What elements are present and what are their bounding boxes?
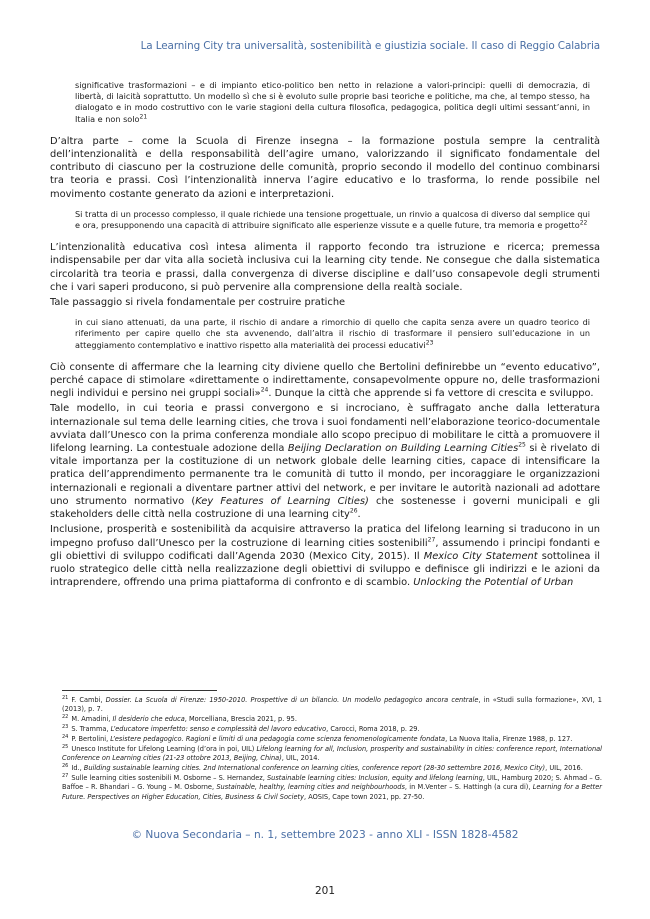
italic-title: L’esistere pedagogico. Ragioni e limiti di una pedagogia come scienza fenomenologicamente fondata — [110, 734, 446, 743]
paragraph — [50, 135, 600, 201]
footnote — [62, 764, 602, 773]
italic-title: L’educatore imperfetto: senso e complessità del lavoro educativo — [110, 725, 327, 734]
text-run: Ciò consente di affermare che la learning city diviene quello che Bertolini definirebbe un “evento educativo”, perché capace di stimolare «direttamente o indirettamente, consapevolmente oppure no, delle trasformazioni negli individui e persino nei gruppi sociali» — [50, 361, 600, 400]
italic-title: Key Features of Learning Cities) — [195, 495, 369, 507]
text-run: D’altra parte – come la Scuola di Firenze insegna – la formazione postula sempre la centralità dell’intenzionalità e della responsabilità dell’agire umano, valorizzando il significato fondamentale del contributo di ciascuno per la costruzione delle comunità, proprio secondo il modello del continuo combinarsi tra teoria e prassi. Così l’intenzionalità innerva l’agire educativo e lo trasforma, lo rende possibile nel movimento costante generato da azioni e interpretazioni. — [50, 135, 600, 200]
text-run: in cui siano attenuati, da una parte, il rischio di andare a rimorchio di quello che capita senza avere un quadro teorico di riferimento per capire quello che sta avvenendo, dall’altra il rischio di trasformare il pensiero sull’educazione in un atteggiamento contemplativo e inattivo rispetto alla materialità dei processi educativi — [75, 317, 590, 350]
italic-title: Unlocking the Potential of Urban — [413, 577, 574, 589]
text-run: si è rivelato di vitale importanza per la costituzione di un network globale delle learning cities, capace di intensificare la pratica dell’apprendimento permanente tra le comunità di tutto il mondo, per incoraggiare le organizzazioni internazionali e regionali a diventare partner attivi del network, e per invitare le autorità nazionali ad adottare uno strumento normativo ( — [50, 443, 600, 507]
footnote-ref: 22 — [579, 219, 588, 227]
running-footer: © Nuova Secondaria – n. 1, settembre 2023 - anno XLI - ISSN 1828-4582 — [131, 829, 519, 841]
page-number: 201 — [314, 885, 336, 897]
italic-title: Learning for a Better Future. Perspectives on Higher Education, Cities, Business & Civil Society — [62, 783, 602, 801]
text-run: S. Tramma, — [71, 725, 111, 734]
text-run: , in «Studi sulla formazione», XVI, 1 (2013), p. 7. — [62, 696, 603, 714]
italic-title: Il desiderio che educa — [112, 715, 185, 724]
footnote-number: 22 — [62, 714, 69, 720]
paragraph — [50, 361, 600, 401]
footnote-ref: 24 — [260, 386, 269, 394]
block-quote — [50, 80, 600, 125]
footnote-ref: 27 — [427, 536, 436, 544]
footnote-number: 21 — [62, 694, 69, 701]
paragraph — [50, 296, 600, 309]
italic-title: Sustainable, healthy, learning cities and neighbourhoods — [216, 783, 405, 792]
footnote-ref: 26 — [349, 507, 358, 515]
footnote — [62, 696, 602, 715]
text-run: , AOSIS, Cape town 2021, pp. 27-50. — [304, 792, 425, 801]
text-run: sottolinea il ruolo strategico delle città nella realizzazione degli obiettivi di sviluppo e definisce gli indirizzi e le azioni da intraprendere, offrendo una prima piattaforma di confronto e di scambio. — [50, 550, 600, 589]
italic-title: Mexico City Statement — [423, 550, 538, 562]
text-run: , Carocci, Roma 2018, p. 29. — [326, 725, 420, 734]
text-run: , assumendo i principi fondanti e gli obiettivi di sviluppo codificati dall’Agenda 2030 (Mexico City, 2015). Il — [50, 537, 600, 562]
block-quote — [50, 209, 600, 231]
footnote — [62, 745, 602, 764]
footnote-ref: 25 — [518, 441, 526, 449]
text-run: L’intenzionalità educativa così intesa alimenta il rapporto fecondo tra istruzione e ricerca; premessa indispensabile per dar vita alla società inclusiva cui la learning city tende. Ne consegue che dalla sistematica circolarità tra teoria e prassi, dalla convergenza di diverse discipline e dall’uso consapevole degli strumenti che i vari saperi producono, si può pervenire alla comprensione della realtà sociale. — [50, 242, 600, 293]
text-run: M. Amadini, — [71, 715, 113, 724]
text-run: che sostenesse i governi municipali e gli stakeholders delle città nella costruzione di una learning city — [50, 495, 600, 521]
text-run: significative trasformazioni – e di impianto etico-politico ben netto in relazione a valori-principi: quelli di democrazia, di libertà, di laicità soprattutto. Un modello sì che si è evoluto sulle proprie basi teoriche e politiche, ma che, al tempo stesso, ha dialogato e in modo costruttivo con le varie stagioni della cultura filosofica, pedagogica, politica degli ultimi sessant’anni, in Italia e non solo — [75, 80, 590, 124]
italic-title: Beijing Declaration on Building Learning Cities — [287, 443, 519, 455]
footnote-number: 23 — [62, 723, 69, 730]
text-run: P. Bertolini, — [71, 734, 111, 743]
footnote-number: 24 — [62, 733, 69, 740]
footnote-number: 25 — [62, 743, 69, 750]
paragraph — [50, 523, 600, 589]
article-body — [50, 80, 600, 591]
italic-title: Lifelong learning for all, Inclusion, prosperity and sustainability in cities: conference report, International Conference on Learning cities (21-23 ottobre 2013, Beijing, China) — [62, 744, 602, 763]
footnote-separator — [62, 690, 217, 691]
text-run: , in M.Venter – S. Hattingh (a cura di), — [404, 783, 533, 792]
text-run: Sulle learning cities sostenibili M. Osborne – S. Hernandez, — [71, 773, 267, 782]
paragraph — [50, 241, 600, 294]
text-run: , UIL, 2016. — [545, 764, 583, 773]
footnote-ref: 21 — [139, 112, 148, 120]
footnote-number: 26 — [62, 762, 69, 769]
footnote — [62, 774, 602, 802]
text-run: , UIL, Hamburg 2020; S. Ahmad – G. Baffoe – R. Bhandari – G. Young – M. Osborne, — [62, 773, 602, 792]
text-run: . — [357, 509, 361, 521]
block-quote — [50, 317, 600, 351]
footnote — [62, 725, 602, 734]
footnote — [62, 735, 602, 744]
text-run: Si tratta di un processo complesso, il quale richiede una tensione progettuale, un rinvio a qualcosa di diverso dal semplice qui e ora, presupponendo una capacità di attribuire significato alle esperienze vissute e a quelle future, tra memoria e progetto — [75, 208, 590, 231]
text-run: Tale passaggio si rivela fondamentale per costruire pratiche — [50, 297, 346, 309]
italic-title: Sustainable learning cities: Inclusion, equity and lifelong learning — [266, 773, 483, 782]
text-run: F. Cambi, — [71, 696, 106, 704]
text-run: Inclusione, prosperità e sostenibilità da acquisire attraverso la pratica del lifelong learning si traducono in un impegno profuso dall’Unesco per la costruzione di learning cities sostenibili — [50, 524, 600, 549]
italic-title: Dossier. La Scuola di Firenze: 1950-2010. Prospettive di un bilancio. Un modello pedagogico ancora centrale — [105, 696, 479, 704]
running-header: La Learning City tra universalità, sostenibilità e giustizia sociale. Il caso di Reggio Calabria — [140, 40, 600, 52]
text-run: , UIL, 2014. — [281, 754, 320, 763]
text-run: Tale modello, in cui teoria e prassi convergono e si incrociano, è suffragato anche dalla letteratura internazionale sul tema delle learning cities, che trova i suoi fondamenti nell’elaborazione teorico-documentale avviata dall’Unesco con la prima conferenza mondiale allo scopo precipuo di mobilitare le città a promuovere il lifelong learning. La contestuale adozione della — [50, 403, 600, 455]
footnote-number: 27 — [62, 772, 69, 779]
text-run: , La Nuova Italia, Firenze 1988, p. 127. — [445, 734, 573, 743]
footnote — [62, 715, 602, 724]
text-run: Unesco Institute for Lifelong Learning (d’ora in poi, UIL) — [71, 744, 257, 753]
text-run: . Dunque la città che apprende si fa vettore di crescita e sviluppo. — [268, 388, 594, 400]
paragraph — [50, 402, 600, 521]
footnote-ref: 23 — [425, 338, 434, 346]
footnotes — [62, 696, 602, 802]
text-run: , Morcelliana, Brescia 2021, p. 95. — [184, 715, 297, 724]
italic-title: Building sustainable learning cities. 2nd International conference on learning cities, conference report (28-30 settembre 2016, Mexico City) — [83, 764, 546, 773]
text-run: Id., — [71, 764, 84, 773]
